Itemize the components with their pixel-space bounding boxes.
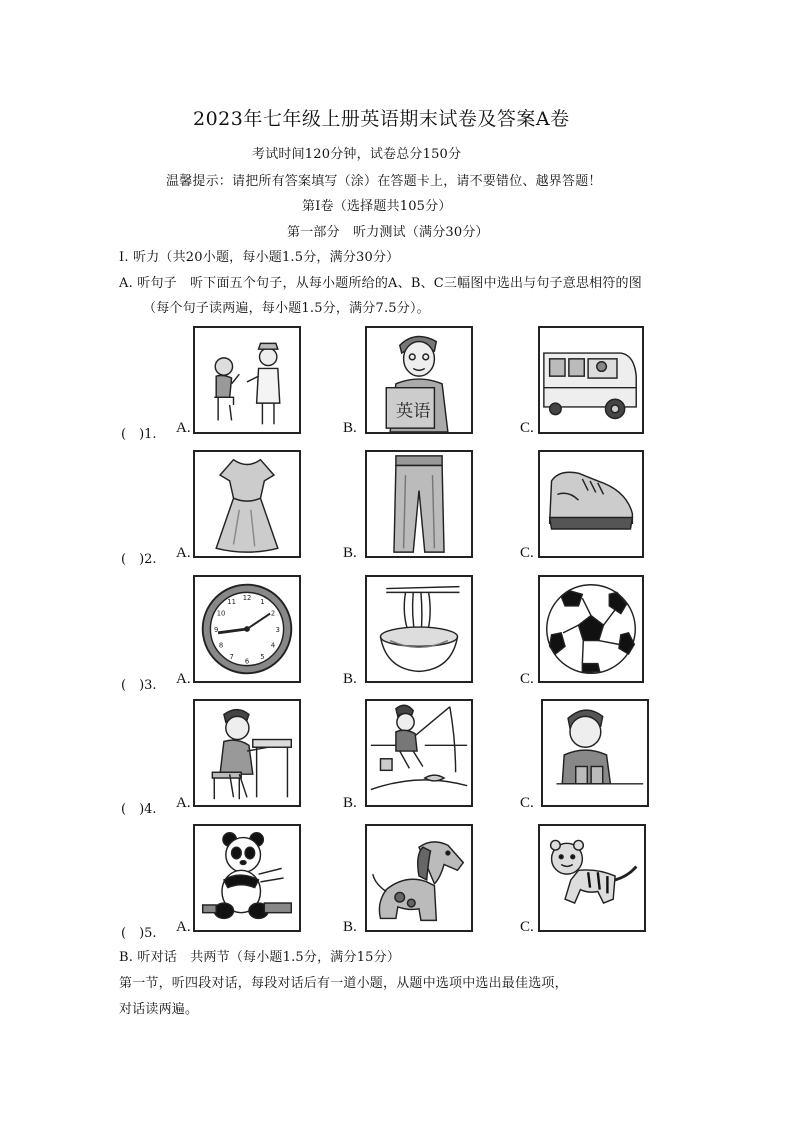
part-a-instructions: A. 听句子 听下面五个句子，从每小题所给的A、B、C三幅图中选出与句子意思相符的图 <box>119 276 642 291</box>
doctor-patient-icon <box>195 328 299 432</box>
svg-text:1: 1 <box>260 597 265 606</box>
svg-text:12: 12 <box>242 594 252 603</box>
option-letter: A. <box>176 420 191 436</box>
option-letter: B. <box>343 545 357 561</box>
picture-boy-fishing[interactable] <box>365 699 473 807</box>
soccer-ball-icon <box>540 577 642 681</box>
picture-tiger[interactable] <box>538 824 646 932</box>
boy-fishing-icon <box>367 701 471 805</box>
option-letter: B. <box>343 671 357 687</box>
page-title: 2023年七年级上册英语期末试卷及答案A卷 <box>193 108 570 130</box>
question-number: ( )1. <box>121 427 157 442</box>
part-b-heading: B. 听对话 共两节（每小题1.5分，满分15分） <box>119 950 401 965</box>
option-letter: C. <box>520 671 534 687</box>
svg-text:11: 11 <box>227 597 236 606</box>
picture-dog[interactable] <box>365 824 473 932</box>
svg-text:2: 2 <box>270 609 276 618</box>
teacher-book-icon <box>367 328 471 432</box>
svg-text:6: 6 <box>244 657 250 666</box>
option-letter: B. <box>343 919 357 935</box>
bus-icon <box>540 328 642 432</box>
picture-noodles[interactable] <box>365 575 473 683</box>
svg-text:3: 3 <box>275 625 280 634</box>
option-letter: B. <box>343 795 357 811</box>
picture-boy-writing[interactable] <box>193 699 301 807</box>
part-heading: 第一部分 听力测试（满分30分） <box>287 225 489 240</box>
option-letter: A. <box>176 795 191 811</box>
reminder-text: 温馨提示：请把所有答案填写（涂）在答题卡上，请不要错位、越界答题！ <box>166 174 602 189</box>
trousers-icon <box>367 452 471 556</box>
question-number: ( )3. <box>121 678 157 693</box>
picture-dress[interactable] <box>193 450 301 558</box>
picture-panda[interactable] <box>193 824 301 932</box>
question-number: ( )5. <box>121 926 157 941</box>
option-letter: A. <box>176 545 191 561</box>
tiger-icon <box>540 826 644 930</box>
book-label: 英语 <box>395 401 431 422</box>
sneaker-icon <box>540 452 642 556</box>
picture-soccer-ball[interactable] <box>538 575 644 683</box>
option-letter: A. <box>176 919 191 935</box>
option-letter: C. <box>520 420 534 436</box>
part-a-instructions-2: （每个句子读两遍，每小题1.5分，满分7.5分）。 <box>143 301 430 316</box>
picture-trousers[interactable] <box>365 450 473 558</box>
picture-boy-cans[interactable] <box>541 699 649 807</box>
svg-text:10: 10 <box>216 609 226 618</box>
dress-icon <box>195 452 299 556</box>
dog-icon <box>367 826 471 930</box>
question-number: ( )4. <box>121 802 157 817</box>
noodles-icon <box>367 577 471 681</box>
clock-icon <box>195 577 299 681</box>
part-b-instructions: 第一节，听四段对话，每段对话后有一道小题，从题中选项中选出最佳选项， <box>119 976 568 991</box>
boy-cans-icon <box>543 701 647 805</box>
picture-sneaker[interactable] <box>538 450 644 558</box>
exam-time-info: 考试时间120分钟，试卷总分150分 <box>252 147 462 162</box>
picture-bus[interactable] <box>538 326 644 434</box>
svg-text:9: 9 <box>214 625 219 634</box>
svg-text:4: 4 <box>270 641 276 650</box>
svg-text:7: 7 <box>229 652 234 661</box>
picture-doctor-patient[interactable] <box>193 326 301 434</box>
picture-teacher-book[interactable] <box>365 326 473 434</box>
volume-heading: 第Ⅰ卷（选择题共105分） <box>302 199 452 214</box>
panda-icon <box>195 826 299 930</box>
picture-clock[interactable] <box>193 575 301 683</box>
option-letter: A. <box>176 671 191 687</box>
svg-text:5: 5 <box>260 652 265 661</box>
part-b-instructions-2: 对话读两遍。 <box>119 1002 199 1017</box>
svg-text:8: 8 <box>218 641 224 650</box>
option-letter: C. <box>520 545 534 561</box>
section-heading: I. 听力（共20小题，每小题1.5分，满分30分） <box>119 250 400 265</box>
option-letter: C. <box>520 795 534 811</box>
question-number: ( )2. <box>121 552 157 567</box>
boy-writing-icon <box>195 701 299 805</box>
option-letter: C. <box>520 919 534 935</box>
option-letter: B. <box>343 420 357 436</box>
